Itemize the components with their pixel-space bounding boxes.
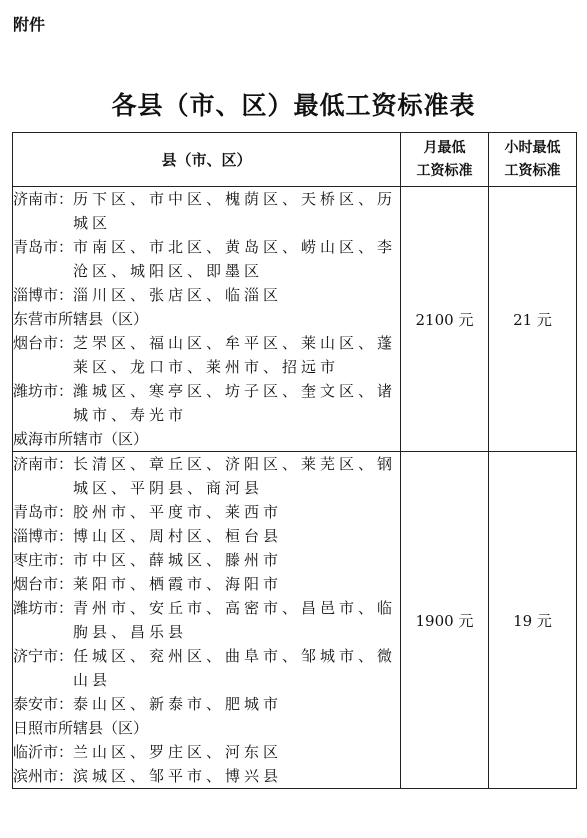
tier-row [13,452,577,789]
monthly-wage-header [401,133,489,187]
district-list: 潍城区、寒亭区、坊子区、奎文区、诸城市、寿光市 [73,382,397,424]
county-list-cell [13,452,401,789]
district-list: 市南区、市北区、黄岛区、崂山区、李沧区、城阳区、即墨区 [73,238,397,280]
prefecture-entry: 威海市所辖市（区） [13,430,149,448]
wage-table [12,132,577,789]
header-row [13,133,577,187]
city-name: 青岛市： [13,503,74,521]
city-entry [13,283,400,307]
city-name: 潍坊市： [13,599,74,617]
city-name: 济南市： [13,190,74,208]
city-entry [13,379,400,427]
city-entry [13,235,400,283]
city-name: 济宁市： [13,647,74,665]
city-entry [13,452,400,500]
district-list: 泰山区、新泰市、肥城市 [73,695,283,713]
district-list: 淄川区、张店区、临淄区 [73,286,283,304]
city-name: 淄博市： [13,527,74,545]
city-entry [13,524,400,548]
city-entry [13,187,400,235]
city-entry [13,572,400,596]
district-list: 莱阳市、栖霞市、海阳市 [73,575,283,593]
county-list-cell [13,187,401,452]
city-name: 临沂市： [13,743,74,761]
page-title: 各县（市、区）最低工资标准表 [111,91,476,120]
city-entry [13,548,400,572]
monthly-wage-value: 1900 元 [401,452,489,789]
district-list: 青州市、安丘市、高密市、昌邑市、临朐县、昌乐县 [73,599,397,641]
city-entry [13,596,400,644]
district-list: 滨城区、邹平市、博兴县 [73,767,283,785]
monthly-wage-value: 2100 元 [401,187,489,452]
city-entry [13,644,400,692]
city-name: 枣庄市： [13,551,74,569]
hourly-wage-value: 19 元 [489,452,577,789]
county-header: 县（市、区） [13,133,401,187]
city-name: 潍坊市： [13,382,74,400]
city-name: 泰安市： [13,695,74,713]
city-entry [13,740,400,764]
city-name: 烟台市： [13,334,74,352]
city-entry [13,764,400,788]
hourly-wage-value: 21 元 [489,187,577,452]
hourly-header-line1: 小时最低 [504,139,561,156]
city-entry [13,331,400,379]
tier-row [13,187,577,452]
city-entry [13,692,400,716]
city-entry [13,500,400,524]
hourly-header-line2: 工资标准 [504,162,561,179]
city-name: 青岛市： [13,238,74,256]
city-name: 烟台市： [13,575,74,593]
hourly-wage-header [489,133,577,187]
prefecture-entry: 东营市所辖县（区） [13,310,149,328]
district-list: 历下区、市中区、槐荫区、天桥区、历城区 [73,190,397,232]
attachment-label: 附件 [13,15,46,34]
district-list: 长清区、章丘区、济阳区、莱芜区、钢城区、平阴县、商河县 [73,455,397,497]
district-list: 任城区、兖州区、曲阜市、邹城市、微山县 [73,647,397,689]
city-name: 淄博市： [13,286,74,304]
district-list: 市中区、薛城区、滕州市 [73,551,283,569]
city-name: 济南市： [13,455,74,473]
monthly-header-line2: 工资标准 [416,162,473,179]
district-list: 胶州市、平度市、莱西市 [73,503,283,521]
prefecture-entry: 日照市所辖县（区） [13,719,149,737]
district-list: 芝罘区、福山区、牟平区、莱山区、蓬莱区、龙口市、莱州市、招远市 [73,334,397,376]
district-list: 兰山区、罗庄区、河东区 [73,743,283,761]
monthly-header-line1: 月最低 [423,139,466,156]
city-name: 滨州市： [13,767,74,785]
district-list: 博山区、周村区、桓台县 [73,527,283,545]
